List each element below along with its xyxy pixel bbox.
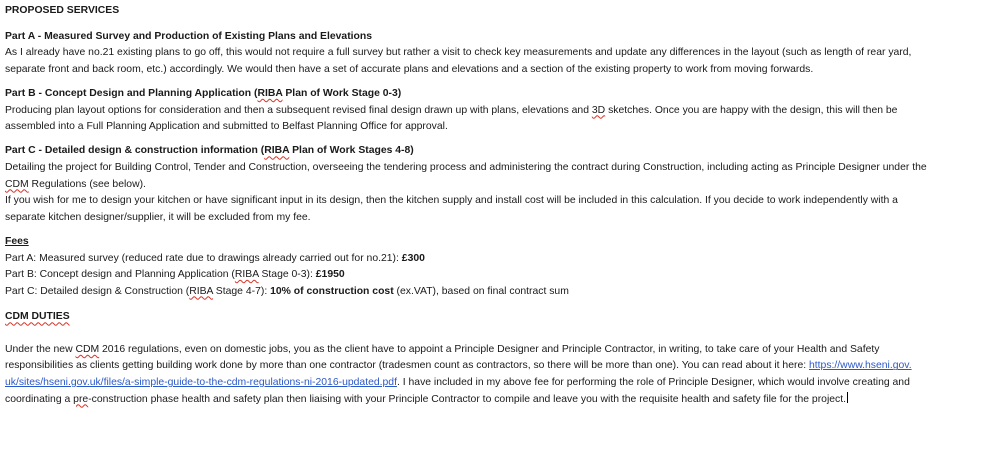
part-c-title <box>5 143 995 160</box>
cdm-text: . I have included in my above fee for performing the role of Principle Designer, which would involve creating and <box>396 377 910 389</box>
part-c-paragraph-line <box>5 177 995 194</box>
part-c-paragraph-line: Detailing the project for Building Control, Tender and Construction, overseeing the tendering process and administering the contract during Construction, including acting as Principle Designer under the <box>5 161 927 173</box>
spellcheck-word[interactable]: RIBA <box>189 285 213 297</box>
spellcheck-word[interactable]: CDM <box>5 178 29 190</box>
fee-description: Stage 4-7): <box>212 285 271 297</box>
cdm-text: Under the new <box>5 343 76 355</box>
cdm-duties-heading <box>5 309 995 326</box>
text-cursor <box>847 392 848 403</box>
cdm-duties-heading-text: CDM DUTIES <box>5 311 70 323</box>
fee-description: Part C: Detailed design & Construction ( <box>5 285 190 297</box>
part-c-text: Regulations (see below). <box>28 178 146 190</box>
spellcheck-word[interactable]: RIBA <box>264 145 290 157</box>
cdm-text: responsibilities as clients getting building work done by more than one contractor (tradesmen count as contractors, so there will be more than one). You can read about it here: <box>5 360 809 372</box>
fee-description: Part A: Measured survey (reduced rate due to drawings already carried out for no.21): <box>5 252 402 264</box>
cdm-text: 2016 regulations, even on domestic jobs, you as the client have to appoint a Principle Designer and Principle Contractor, in writing, to take care of your Health and Safety <box>99 343 880 355</box>
fee-line-part-c <box>5 284 995 301</box>
fee-description: Stage 0-3): <box>258 269 316 281</box>
part-b-title-text: Part B - Concept Design and Planning Application ( <box>5 87 258 99</box>
spellcheck-word[interactable]: RIBA <box>234 269 259 281</box>
fee-amount: 10% of construction cost <box>270 285 394 297</box>
fee-description: Part B: Concept design and Planning Application ( <box>5 269 235 281</box>
part-c-paragraph-line: If you wish for me to design your kitchen or have significant input in its design, then the kitchen supply and install cost will be included in this calculation. If you decide to work independently with a <box>5 195 898 207</box>
part-b-title-text: Plan of Work Stage 0-3) <box>282 87 402 99</box>
spellcheck-word[interactable]: CDM <box>75 343 100 355</box>
part-a-paragraph-line: separate front and back room, etc.) accordingly. We would then have a set of accurate plans and elevations and a section of the existing property to work from moving forwards. <box>5 63 814 75</box>
fee-amount: £1950 <box>315 269 345 281</box>
cdm-text: -construction phase health and safety plan then liaising with your Principle Contractor to compile and leave you with the requisite health and safety file for the project. <box>88 393 846 405</box>
part-b-text: Producing plan layout options for consideration and then a subsequent revised final design drawn up with plans, elevations and <box>5 104 592 116</box>
cdm-text: coordinating a <box>5 393 74 405</box>
document-body[interactable] <box>5 3 995 408</box>
cdm-paragraph-line <box>5 358 995 375</box>
part-b-text: sketches. Once you are happy with the design, this will then be <box>605 104 898 116</box>
part-b-paragraph-line <box>5 103 995 120</box>
part-b-title <box>5 86 995 103</box>
spellcheck-word[interactable]: pre <box>73 393 89 405</box>
hseni-guide-link-continued[interactable]: uk/sites/hseni.gov.uk/files/a-simple-guide-to-the-cdm-regulations-ni-2016-updated.pdf <box>5 377 397 389</box>
cdm-paragraph-line <box>5 342 995 359</box>
fee-description: (ex.VAT), based on final contract sum <box>393 285 569 297</box>
part-c-title-text: Plan of Work Stages 4-8) <box>289 145 414 157</box>
fee-line-part-b <box>5 267 995 284</box>
spellcheck-word[interactable]: RIBA <box>257 87 283 99</box>
fee-amount: £300 <box>401 252 425 264</box>
hseni-guide-link[interactable]: https://www.hseni.gov. <box>809 360 912 372</box>
cdm-paragraph-line <box>5 375 995 392</box>
section-heading-proposed-services: PROPOSED SERVICES <box>5 5 120 16</box>
part-c-paragraph-line: separate kitchen designer/supplier, it will be excluded from my fee. <box>5 211 311 223</box>
part-c-title-text: Part C - Detailed design & construction information ( <box>5 145 265 157</box>
part-a-paragraph-line: As I already have no.21 existing plans to go off, this would not require a full survey but rather a visit to check key measurements and update any differences in the layout (such as length of rear yard, <box>5 47 912 59</box>
cdm-paragraph-line <box>5 392 995 409</box>
fees-heading: Fees <box>5 235 29 247</box>
part-a-title: Part A - Measured Survey and Production of Existing Plans and Elevations <box>5 30 373 42</box>
spellcheck-word[interactable]: 3D <box>591 104 606 116</box>
fee-line-part-a <box>5 251 995 268</box>
part-b-paragraph-line: assembled into a Full Planning Application and submitted to Belfast Planning Office for approval. <box>5 121 448 133</box>
